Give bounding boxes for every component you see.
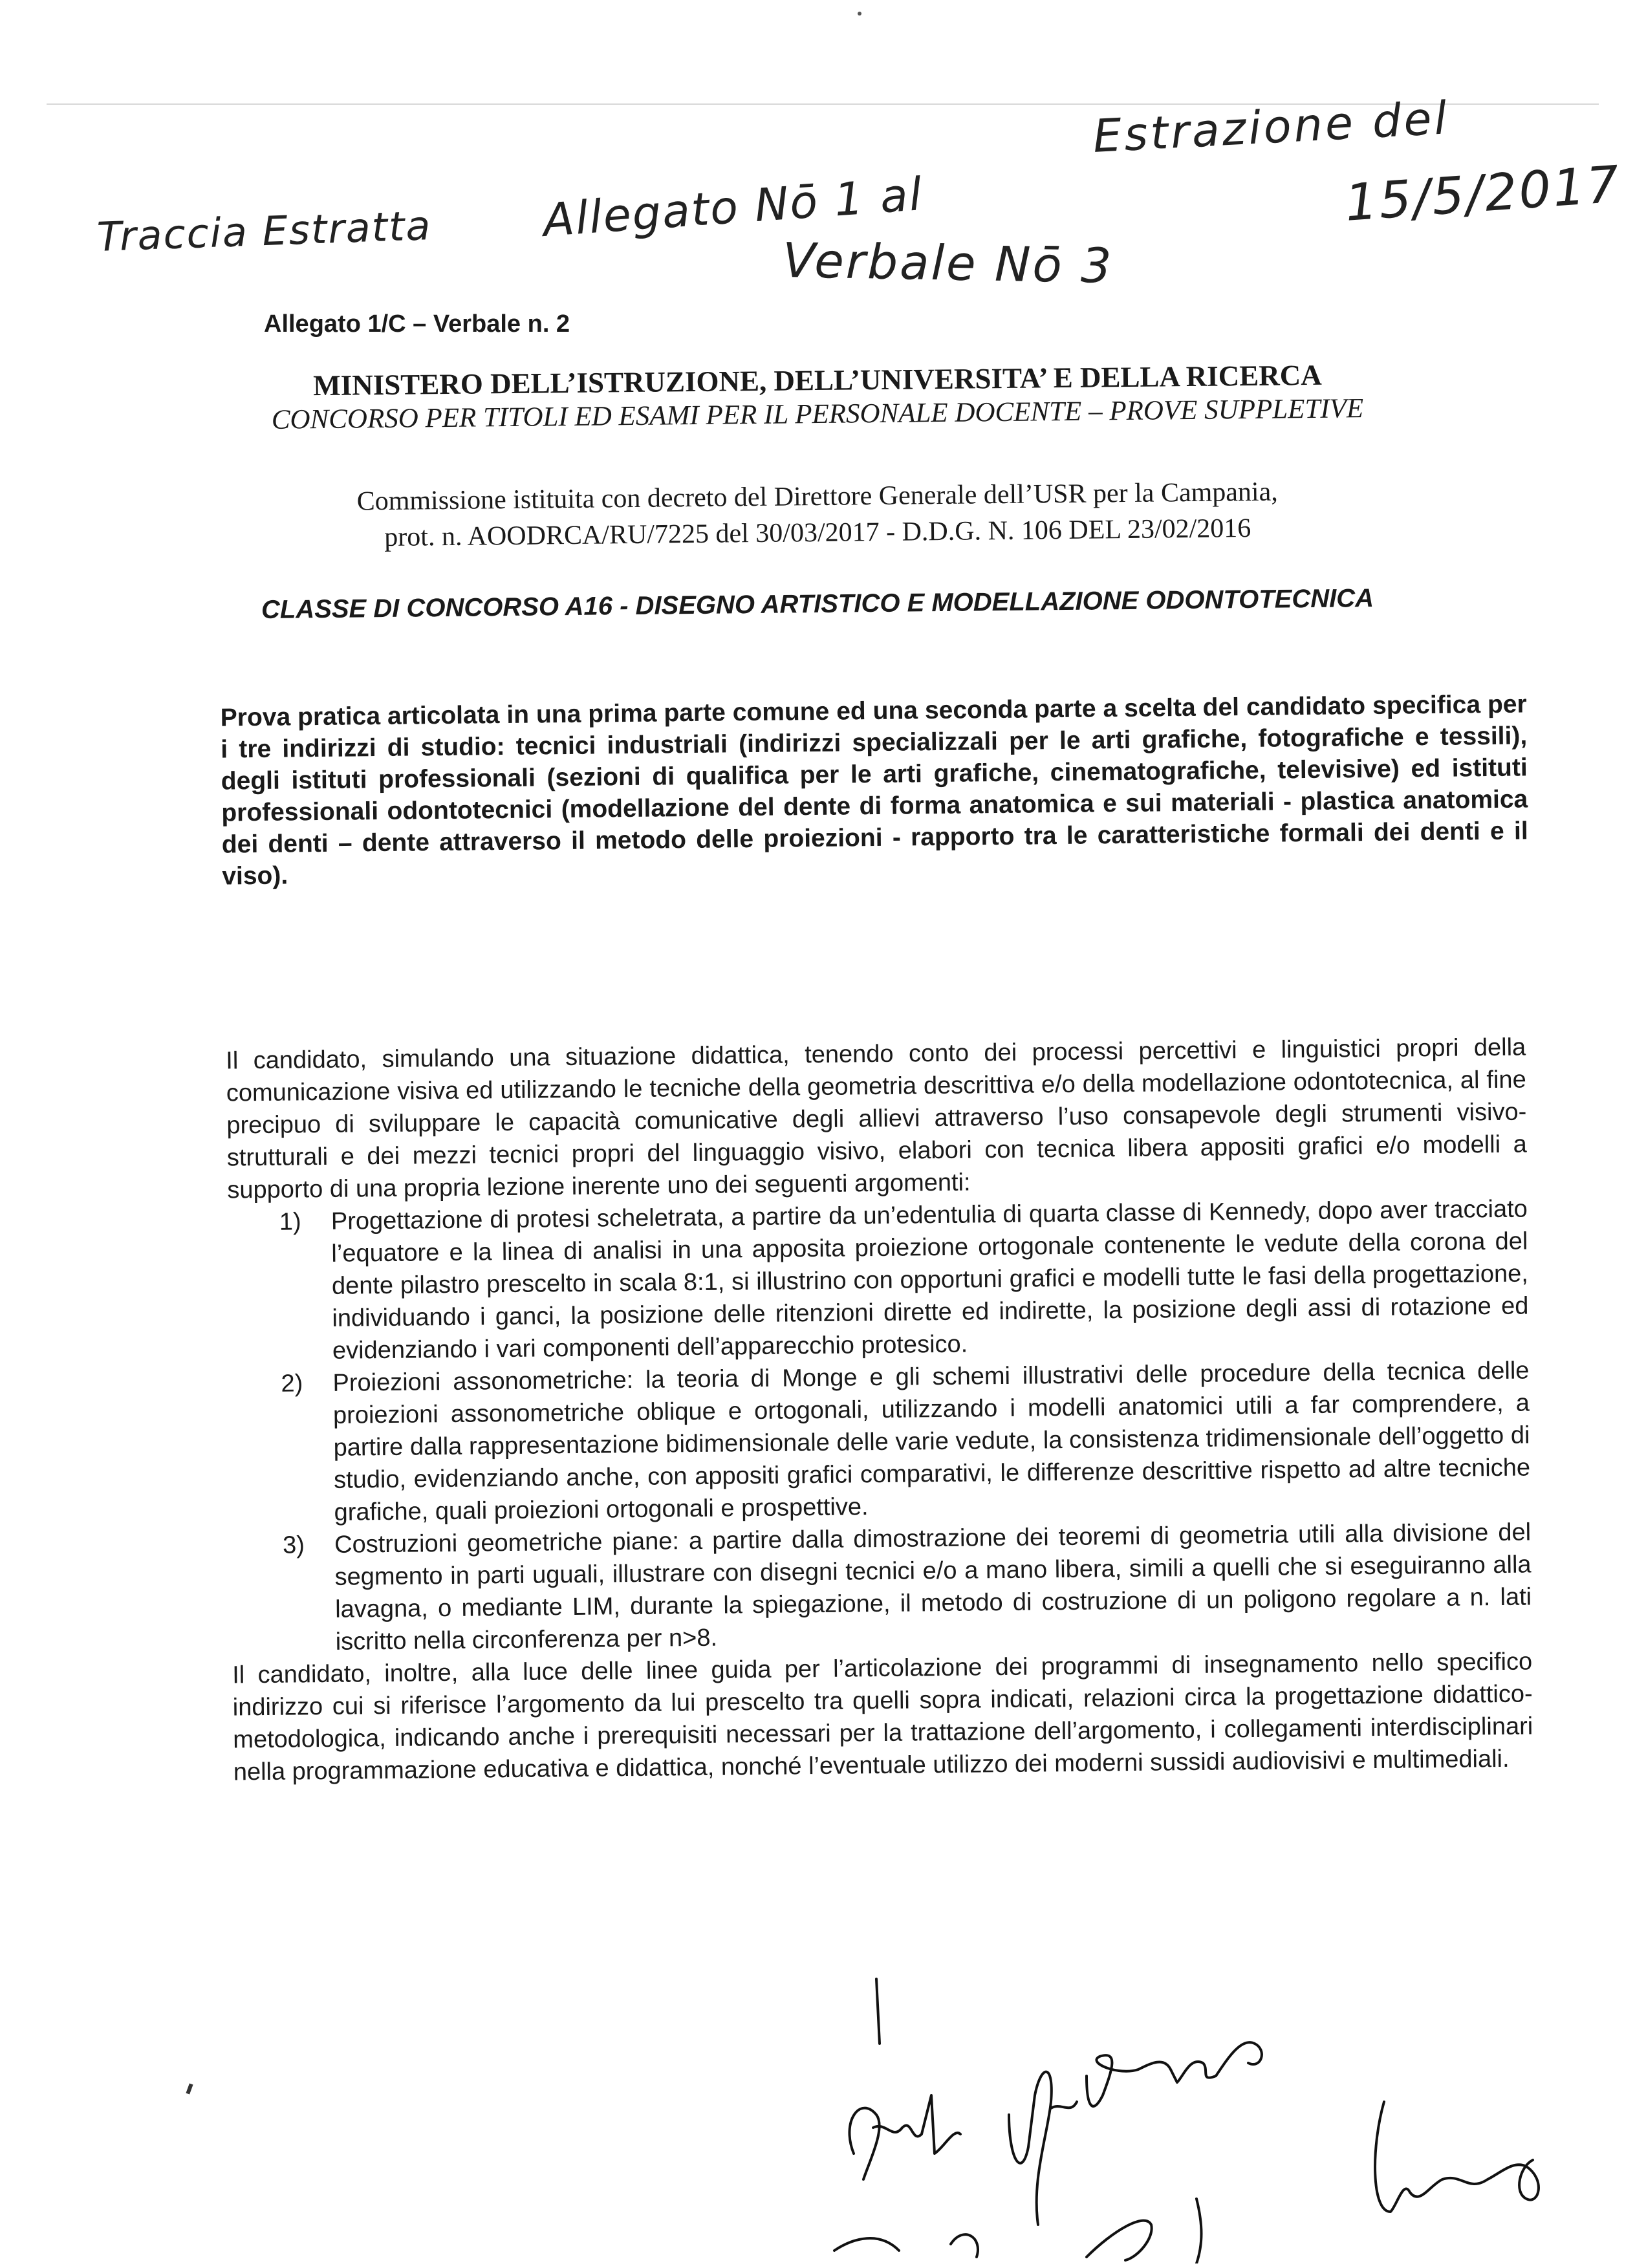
topic-text: Costruzioni geometriche piane: a partire dalla dimostrazione dei teoremi di geometria utili alla divisione del segmento in parti uguali, illustrare con disegni tecnici e/o a mano libera, simili a quelli che si eseguiranno alla lavagna, o mediante LIM, durante la spiegazione, il metodo di costruzione di un poligono regolare a n. lati iscritto nella circonferenza per n>8.	[334, 1518, 1532, 1656]
topic-item-2	[229, 1354, 1531, 1529]
signature-stroke	[1009, 2042, 1262, 2225]
classe-concorso-heading: CLASSE DI CONCORSO A16 - DISEGNO ARTISTICO E MODELLAZIONE ODONTOTECNICA	[261, 583, 1374, 625]
closing-paragraph: Il candidato, inoltre, alla luce delle linee guida per l’articolazione dei programmi di insegnamento nello specifico indirizzo cui si riferisce l’argomento da lui prescelto tra quelli sopra indicati, relazioni circa la progettazione didattico-metodologica, indicando anche i prerequisiti necessari per la trattazione dell’argomento, i collegamenti interdisciplinari nella programmazione educativa e didattica, nonché l’eventuale utilizzo dei moderni sussidi audiovisivi e multimediali.	[232, 1648, 1533, 1786]
concorso-subtitle: CONCORSO PER TITOLI ED ESAMI PER IL PERSONALE DOCENTE – PROVE SUPPLETIVE	[271, 393, 1364, 435]
ministero-title: MINISTERO DELL’ISTRUZIONE, DELL’UNIVERSITA’ E DELLA RICERCA	[312, 358, 1323, 402]
signature-stroke	[834, 2199, 1202, 2263]
allegato-label: Allegato 1/C – Verbale n. 2	[264, 310, 570, 338]
topic-number: 2)	[281, 1370, 303, 1398]
commissione-line-2: prot. n. AOODRCA/RU/7225 del 30/03/2017 - D.D.G. N. 106 DEL 23/02/2016	[384, 513, 1251, 553]
topic-number: 1)	[279, 1208, 301, 1236]
handwritten-estrazione: Estrazione del	[1091, 91, 1451, 163]
handwritten-date: 15/5/2017	[1343, 155, 1623, 233]
scan-artifact	[858, 12, 861, 16]
topic-item-1	[228, 1193, 1530, 1368]
signature-strokes	[815, 1966, 1591, 2263]
signature-stroke	[849, 2095, 960, 2179]
margin-mark	[186, 2083, 193, 2094]
exam-body	[226, 1031, 1533, 1789]
topic-list	[228, 1193, 1532, 1659]
handwritten-allegato: Allegato Nō 1 al	[541, 167, 925, 247]
topic-text: Progettazione di protesi scheletrata, a partire da un’edentulia di quarta classe di Kennedy, dopo aver tracciato l’equatore e la linea di analisi in una apposita proiezione ortogonale contenente le vedute della corona del dente pilastro prescelto in scala 8:1, si illustrino con opportuni grafici e modelli tutte le fasi della progettazione, individuando i ganci, la posizione delle ritenzioni dirette ed indirette, la posizione degli assi di rotazione ed evidenziando i vari componenti dell’apparecchio protesico.	[330, 1195, 1529, 1365]
topic-number: 3)	[282, 1531, 305, 1559]
handwritten-verbale: Verbale Nō 3	[782, 233, 1114, 294]
commissione-line-1: Commissione istituita con decreto del Direttore Generale dell’USR per la Campania,	[356, 477, 1278, 517]
intro-paragraph: Il candidato, simulando una situazione didattica, tenendo conto dei processi percettivi e linguistici propri della comunicazione visiva ed utilizzando le tecniche della geometria descrittiva e/o della modellazione odontotecnica, al fine precipuo di sviluppare le capacità comunicative degli allievi attraverso l’uso consapevole degli strumenti visivo-strutturali e dei mezzi tecnici propri del linguaggio visivo, elabori con tecnica libera appositi grafici e/o modelli a supporto di una propria lezione inerente uno dei seguenti argomenti:	[226, 1033, 1527, 1204]
signature-stroke	[876, 1979, 880, 2044]
handwritten-traccia: Traccia Estratta	[96, 201, 433, 261]
prova-description: Prova pratica articolata in una prima parte comune ed una seconda parte a scelta del candidato specifica per i tre indirizzi di studio: tecnici industriali (indirizzi specializzali per le arti grafiche, fotografiche e tessili), degli istituti professionali (sezioni di qualifica per le arti grafiche, cinematografiche, televisive) ed istituti professionali odontotecnici (modellazione del dente di forma anatomica e sui materiali - plastica anatomica dei denti – dente attraverso il metodo delle proiezioni - rapporto tra le caratteristiche formali dei denti e il viso).	[220, 690, 1528, 891]
topic-item-3	[231, 1516, 1532, 1659]
signatures	[815, 1966, 1591, 2263]
topic-text: Proiezioni assonometriche: la teoria di Monge e gli schemi illustrativi delle procedure della tecnica delle proiezioni assonometriche oblique e ortogonali, utilizzando i modelli anatomici utili a far comprendere, a partire dalla rappresentazione bidimensionale delle varie vedute, la consistenza tridimensionale dell’oggetto di studio, evidenziando anche, con appositi grafici comparativi, le differenze descrittive rispetto ad altre tecniche grafiche, quali proiezioni ortogonali e prospettive.	[332, 1357, 1531, 1526]
commissione-block	[0, 470, 1635, 559]
signature-stroke	[1375, 2102, 1539, 2212]
